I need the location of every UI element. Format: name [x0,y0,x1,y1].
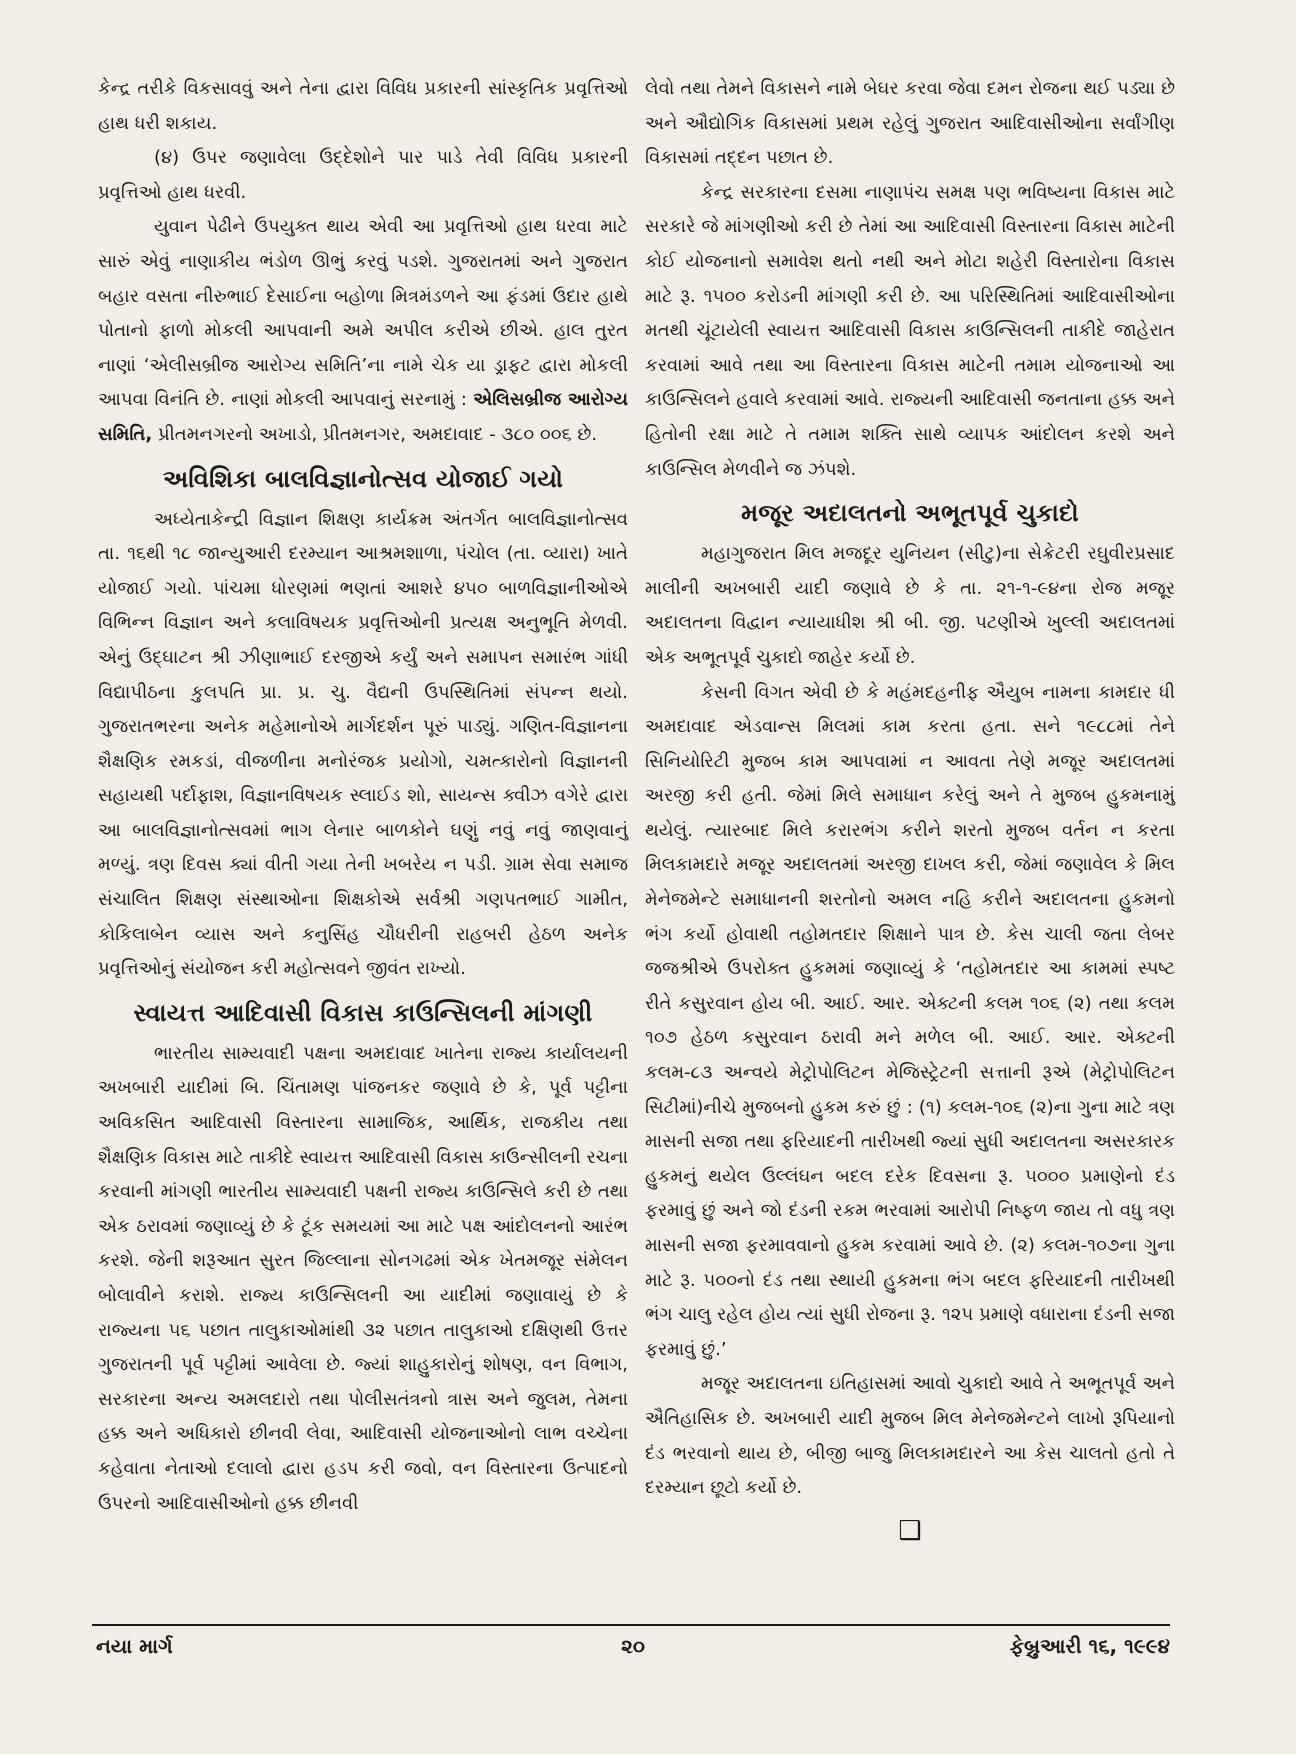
paragraph-text: યુવાન પેઢીને ઉપયુક્ત થાય એવી આ પ્રવૃત્તિઓ હાથ ધરવા માટે સારું એવું નાણાકીય ભંડોળ ઊભું કરવું પડશે. ગુજરાતમાં અને ગુજરાત બહાર વસતા નીરુભાઈ દેસાઈના બહોળા મિત્રમંડળને આ ફંડમાં ઉદાર હાથે પોતાનો ફાળો મોકલી આપવાની અમે અપીલ કરીએ છીએ. હાલ તુરત નાણાં ‘એલીસબ્રીજ આરોગ્ય સમિતિ’ના નામે ચેક યા ડ્રાફટ દ્વારા મોકલી આપવા વિનંતિ છે. નાણાં મોકલી આપવાનું સરનામું : [98,216,628,411]
section-heading: સ્વાયત્ત આદિવાસી વિકાસ કાઉન્સિલની માંગણી [133,998,593,1027]
end-of-article-icon: ❑ [898,1515,922,1546]
paragraph: અધ્યેતાકેન્દ્રી વિજ્ઞાન શિક્ષણ કાર્યક્રમ અંતર્ગત બાલવિજ્ઞાનોત્સવ તા. ૧૬થી ૧૮ જાન્યુઆરી દરમ્યાન આશ્રમશાળા, પંચોલ (તા. વ્યારા) ખાતે યોજાઈ ગયો. પાંચમા ધોરણમાં ભણતાં આશરે ૪૫૦ બાળવિજ્ઞાનીઓએ વિભિન્ન વિજ્ઞાન અને કલાવિષયક પ્રવૃત્તિઓની પ્રત્યક્ષ અનુભૂતિ મેળવી. એનું ઉદ્‌ઘાટન શ્રી ઝીણાભાઈ દરજીએ કર્યું અને સમાપન સમારંભ ગાંધી વિદ્યાપીઠના કુલપતિ પ્રા. પ્ર. ચુ. વૈદ્યની ઉપસ્થિતિમાં સંપન્ન થયો. ગુજરાતભરના અનેક મહેમાનોએ માર્ગદર્શન પૂરું પાડ્યું. ગણિત-વિજ્ઞાનના શૈક્ષણિક રમકડાં, વીજળીના મનોરંજક પ્રયોગો, ચમત્કારોનો વિજ્ઞાનની સહાયથી પર્દાફાશ, વિજ્ઞાનવિષયક સ્લાઈડ શો, સાયન્સ ક્વીઝ વગેરે દ્વારા આ બાલવિજ્ઞાનોત્સવમાં ભાગ લેનાર બાળકોને ઘણું નવું નવું જાણવાનું મળ્યું. ત્રણ દિવસ ક્યાં વીતી ગયા તેની ખબરેય ન પડી. ગ્રામ સેવા સમાજ સંચાલિત શિક્ષણ સંસ્થાઓના શિક્ષકોએ સર્વશ્રી ગણપતભાઈ ગામીત, કોકિલાબેન વ્યાસ અને કનુસિંહ ચૌધરીની રાહબરી હેઠળ અનેક પ્રવૃત્તિઓનું સંયોજન કરી મહોત્સવને જીવંત રાખ્યો. [98,508,628,980]
paragraph: લેવો તથા તેમને વિકાસને નામે બેઘર કરવા જેવા દમન રોજના થઈ પડ્યા છે અને ઔદ્યોગિક વિકાસમાં પ્રથમ રહેલું ગુજરાત આદિવાસીઓના સર્વાંગીણ વિકાસમાં તદ્દન પછાત છે. [645,78,1175,169]
paragraph: કેન્દ્ર સરકારના દસમા નાણાપંચ સમક્ષ પણ ભવિષ્યના વિકાસ માટે સરકારે જે માંગણીઓ કરી છે તેમાં આ આદિવાસી વિસ્તારના વિકાસ માટેની કોઈ યોજનાનો સમાવેશ થતો નથી અને મોટા શહેરી વિસ્તારોના વિકાસ માટે રૂ. ૧૫૦૦ કરોડની માંગણી કરી છે. આ પરિસ્થિતિમાં આદિવાસીઓના મતથી ચૂંટાયેલી સ્વાયત્ત આદિવાસી વિકાસ કાઉન્સિલની તાકીદે જાહેરાત કરવામાં આવે તથા આ વિસ્તારના વિકાસ માટેની તમામ યોજનાઓ આ કાઉન્સિલને હવાલે કરવામાં આવે. રાજ્યની આદિવાસી જનતાના હક્ક અને હિતોની રક્ષા માટે તે તમામ શક્તિ સાથે વ્યાપક આંદોલન કરશે અને કાઉન્સિલ મેળવીને જ ઝંપશે. [645,181,1175,480]
publication-name: નયા માર્ગ [96,1634,173,1658]
left-column [98,72,628,1521]
paragraph: (૪) ઉપર જણાવેલા ઉદ્દેશોને પાર પાડે તેવી વિવિધ પ્રકારની પ્રવૃત્તિઓ હાથ ધરવી. [98,147,628,203]
section-heading: અવિશિકા બાલવિજ્ઞાનોત્સવ યોજાઈ ગયો [162,464,564,493]
page-footer [96,1634,1170,1664]
paragraph: કેન્દ્ર તરીકે વિકસાવવું અને તેના દ્વારા વિવિધ પ્રકારની સાંસ્કૃતિક પ્રવૃત્તિઓ હાથ ધરી શકાય. [98,78,628,134]
paragraph: મજૂર અદાલતના ઇતિહાસમાં આવો ચુકાદો આવે તે અભૂતપૂર્વ અને ઐતિહાસિક છે. અખબારી યાદી મુજબ મિલ મેનેજમેન્ટને લાખો રૂપિયાનો દંડ ભરવાનો થાય છે, બીજી બાજુ મિલકામદારને આ કેસ ચાલતો હતો તે દરમ્યાન છૂટો કર્યો છે. [645,1373,1175,1499]
issue-date: ફેબ્રુઆરી ૧૬, ૧૯૯૪ [1009,1634,1170,1658]
right-column [645,72,1175,1546]
address-bold: એલિસબ્રીજ આરોગ્ય સમિતિ, [98,389,628,445]
paragraph: કેસની વિગત એવી છે કે મહંમદહનીફ ઐયુબ નામના કામદાર ધી અમદાવાદ એડવાન્સ મિલમાં કામ કરતા હતા. સને ૧૯૮૮માં તેને સિનિયોરિટી મુજબ કામ આપવામાં ન આવતા તેણે મજૂર અદાલતમાં અરજી કરી હતી. જેમાં મિલે સમાધાન કરેલું અને તે મુજબ હુકમનામું થયેલું. ત્યારબાદ મિલે કરારભંગ કરીને શરતો મુજબ વર્તન ન કરતા મિલકામદારે મજૂર અદાલતમાં અરજી દાખલ કરી, જેમાં જણાવેલ કે મિલ મેનેજમેન્ટે સમાધાનની શરતોનો અમલ નહિ કરીને અદાલતના હુકમનો ભંગ કર્યો હોવાથી તહોમતદાર શિક્ષાને પાત્ર છે. કેસ ચાલી જતા લેબર જજશ્રીએ ઉપરોક્ત હુકમમાં જણાવ્યું કે ‘તહોમતદાર આ કામમાં સ્પષ્ટ રીતે કસુરવાન હોય બી. આઈ. આર. એક્ટની કલમ ૧૦૬ (૨) તથા કલમ ૧૦૭ હેઠળ કસુરવાન ઠરાવી મને મળેલ બી. આઈ. આર. એક્ટની કલમ-૮૩ અન્વયે મેટ્રોપોલિટન મેજિસ્ટ્રેટની સત્તાની રૂએ (મેટ્રોપોલિટન સિટીમાં)નીચે મુજબનો હુકમ કરું છું : (૧) કલમ-૧૦૬ (૨)ના ગુના માટે ત્રણ માસની સજા તથા ફરિયાદની તારીખથી જ્યાં સુધી અદાલતના અસરકારક હુકમનું થયેલ ઉલ્લંઘન બદલ દરેક દિવસના રૂ. ૫૦૦૦ પ્રમાણેનો દંડ ફરમાવું છું અને જો દંડની રકમ ભરવામાં આરોપી નિષ્ફળ જાય તો વધુ ત્રણ માસની સજા ફરમાવવાનો હુકમ કરવામાં આવે છે. (૨) કલમ-૧૦૭ના ગુના માટે રૂ. ૫૦૦નો દંડ તથા સ્થાયી હુકમના ભંગ બદલ ફરિયાદની તારીખથી ભંગ ચાલુ રહેલ હોય ત્યાં સુધી રોજના રૂ. ૧૨૫ પ્રમાણે વધારાના દંડની સજા ફરમાવું છું.’ [645,681,1175,1360]
section-heading: મજૂર અદાલતનો અભૂતપૂર્વ ચુકાદો [741,499,1079,528]
page-number: ૨૦ [621,1634,645,1658]
address-text: પ્રીતમનગરનો અખાડો, પ્રીતમનગર, અમદાવાદ - ૩૮૦ ૦૦૬ છે. [157,423,598,445]
footer-divider [92,1624,1170,1626]
paragraph [98,210,628,452]
paragraph: ભારતીય સામ્યવાદી પક્ષના અમદાવાદ ખાતેના રાજ્ય કાર્યાલયની અખબારી યાદીમાં બિ. ચિંતામણ પાંજનકર જણાવે છે કે, પૂર્વ પટ્ટીના અવિકસિત આદિવાસી વિસ્તારના સામાજિક, આર્થિક, રાજકીય તથા શૈક્ષણિક વિકાસ માટે તાકીદે સ્વાયત્ત આદિવાસી વિકાસ કાઉન્સીલની રચના કરવાની માંગણી ભારતીય સામ્યવાદી પક્ષની રાજ્ય કાઉન્સિલે કરી છે તથા એક ઠરાવમાં જણાવ્યું છે કે ટૂંક સમયમાં આ માટે પક્ષ આંદોલનનો આરંભ કરશે. જેની શરૂઆત સુરત જિલ્લાના સોનગઢમાં એક ખેતમજૂર સંમેલન બોલાવીને કરાશે. રાજ્ય કાઉન્સિલની આ યાદીમાં જણાવાયું છે કે રાજ્યના ૫૬ પછાત તાલુકાઓમાંથી ૩૨ પછાત તાલુકાઓ દક્ષિણથી ઉત્તર ગુજરાતની પૂર્વ પટ્ટીમાં આવેલા છે. જ્યાં શાહુકારોનું શોષણ, વન વિભાગ, સરકારના અન્ય અમલદારો તથા પોલીસતંત્રનો ત્રાસ અને જુલમ, તેમના હક્ક અને અધિકારો છીનવી લેવા, આદિવાસી યોજનાઓનો લાભ વચ્ચેના કહેવાતા નેતાઓ દલાલો દ્વારા હડપ કરી જવો, વન વિસ્તારના ઉત્પાદનો ઉપરનો આદિવાસીઓનો હક્ક છીનવી [98,1042,628,1514]
paragraph: મહાગુજરાત મિલ મજદૂર યુનિયન (સીટુ)ના સેક્રેટરી રઘુવીરપ્રસાદ માલીની અખબારી યાદી જણાવે છે કે તા. ૨૧-૧-૯૪ના રોજ મજૂર અદાલતના વિદ્વાન ન્યાયાધીશ શ્રી બી. જી. પટણીએ ખુલ્લી અદાલતમાં એક અભૂતપૂર્વ ચુકાદો જાહેર કર્યો છે. [645,543,1175,668]
